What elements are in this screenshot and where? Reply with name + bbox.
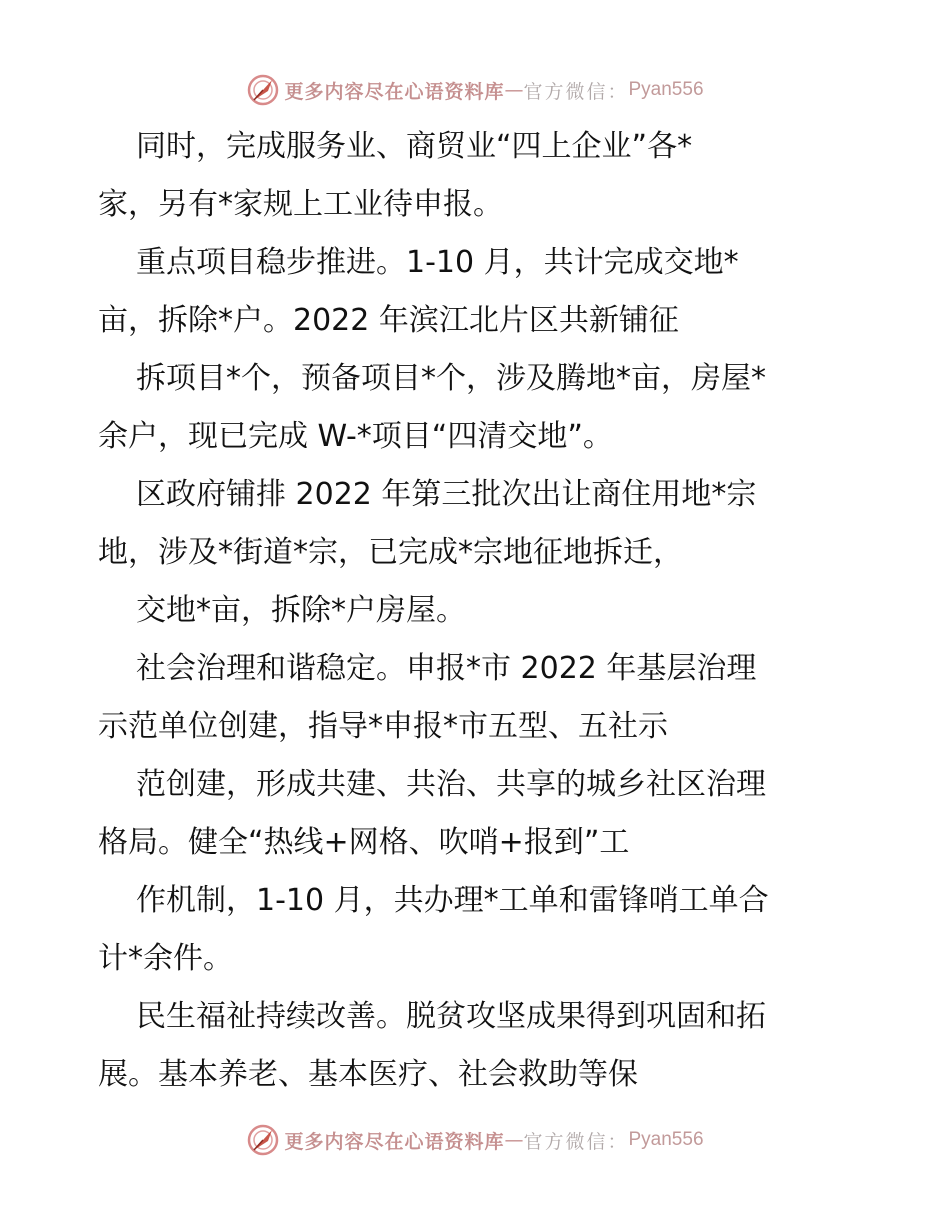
text-line: 拆项目*个，预备项目*个，涉及腾地*亩，房屋* <box>136 361 766 396</box>
watermark-label: 官方微信： <box>523 1130 629 1153</box>
watermark-brand-text: 更多内容尽在心语资料库 <box>284 1130 505 1153</box>
text-line: 范创建，形成共建、共治、共享的城乡社区治理 <box>136 767 766 802</box>
watermark-wechat-id: Pyan556 <box>628 1129 704 1150</box>
header-watermark <box>0 70 950 110</box>
text-line: 重点项目稳步推进。1-10 月，共计完成交地* <box>136 245 739 280</box>
text-line: 示范单位创建，指导*申报*市五型、五社示 <box>98 709 668 744</box>
text-line: 民生福祉持续改善。脱贫攻坚成果得到巩固和拓 <box>136 999 766 1034</box>
text-line: 社会治理和谐稳定。申报*市 2022 年基层治理 <box>136 651 757 686</box>
watermark-brand-text: 更多内容尽在心语资料库 <box>284 80 505 103</box>
text-line: 家，另有*家规上工业待申报。 <box>98 187 503 222</box>
footer-watermark <box>0 1120 950 1160</box>
text-line: 亩，拆除*户。2022 年滨江北片区共新铺征 <box>98 303 679 338</box>
text-line: 同时，完成服务业、商贸业“四上企业”各* <box>136 129 693 164</box>
feather-pen-logo-icon <box>246 73 280 107</box>
text-line: 区政府铺排 2022 年第三批次出让商住用地*宗 <box>136 477 757 512</box>
text-line: 展。基本养老、基本医疗、社会救助等保 <box>98 1057 638 1092</box>
text-line: 计*余件。 <box>98 941 233 976</box>
watermark-dash: — <box>504 79 524 101</box>
text-line: 地，涉及*街道*宗，已完成*宗地征地拆迁， <box>98 535 683 570</box>
watermark-wechat-id: Pyan556 <box>628 79 704 100</box>
watermark-label: 官方微信： <box>523 80 629 103</box>
text-line: 作机制，1-10 月，共办理*工单和雷锋哨工单合 <box>136 883 769 918</box>
watermark-dash: — <box>504 1129 524 1151</box>
text-line: 交地*亩，拆除*户房屋。 <box>136 593 466 628</box>
feather-pen-logo-icon <box>246 1123 280 1157</box>
text-line: 余户，现已完成 W-*项目“四清交地”。 <box>98 419 613 454</box>
document-body <box>98 118 858 1104</box>
text-line: 格局。健全“热线+网格、吹哨+报到”工 <box>98 825 630 860</box>
